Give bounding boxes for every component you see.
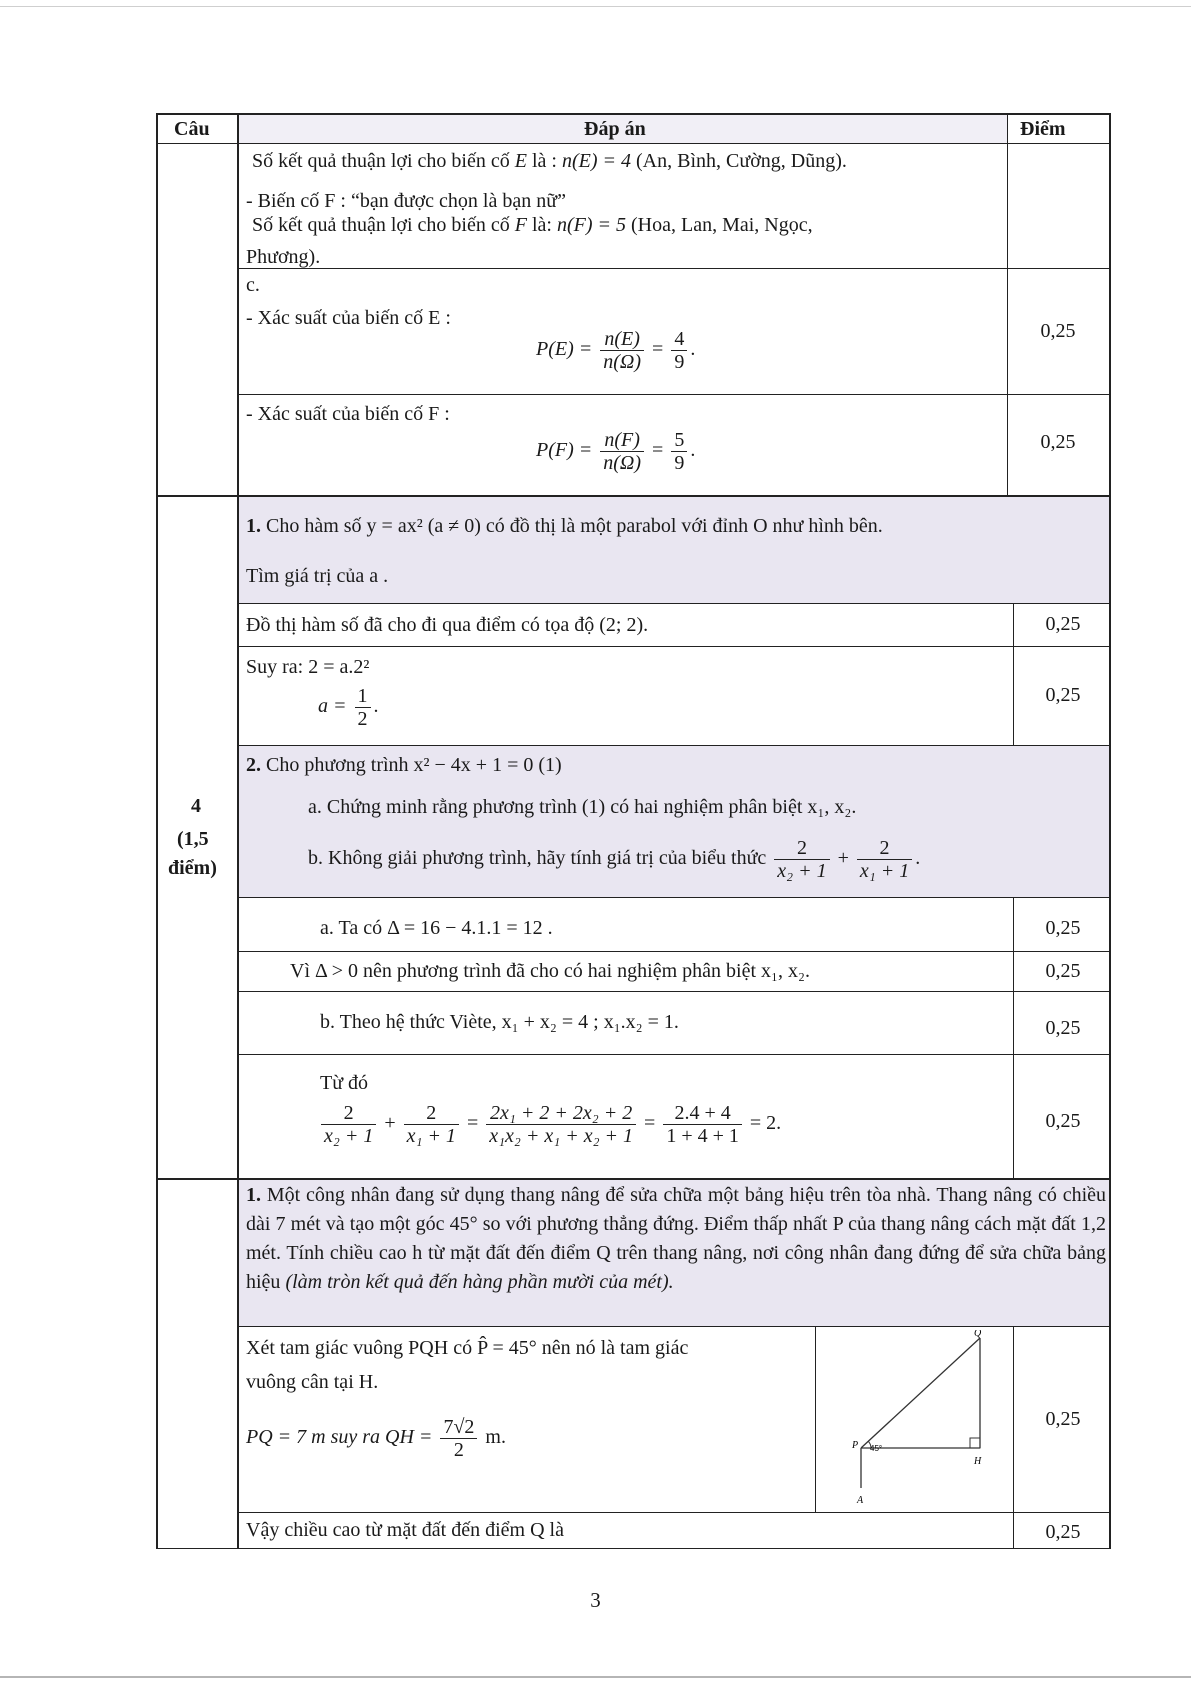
q4-a1: Đồ thị hàm số đã cho đi qua điểm có tọa độ (2; 2).: [246, 614, 649, 636]
q4-b2-score: 0,25: [1045, 960, 1081, 982]
ladder-triangle-figure: [830, 1330, 1010, 1510]
q4-part2-question: 2. Cho phương trình x² − 4x + 1 = 0 (1): [246, 754, 562, 776]
page-number: 3: [590, 1588, 601, 1612]
q4-label-pts: (1,5: [177, 828, 209, 850]
q3-probE-label: - Xác suất của biến cố E :: [246, 307, 451, 329]
q4-b1: a. Ta có Δ = 16 − 4.1.1 = 12 .: [320, 917, 553, 939]
q4-b4-formula: $\frac{2}{\text{x₂ + 1}}$ + $\frac{2}{\text{x₁ + 1}}$ = $\frac{\text{2x₁ + 2 + 2x₂ + 2}}{\text{x₁x₂ + x₁ + x₂ + 1}}$ = $\frac{2.4 + 4}{1 + 4 + 1}$ = 2.: [318, 1102, 781, 1147]
q5-s1-line1: Xét tam giác vuông PQH có P̂ = 45° nên nó là tam giác: [246, 1337, 689, 1359]
header-col-dap-an: Đáp án: [584, 118, 646, 140]
top-scan-rule: [0, 6, 1191, 7]
q4-b3-score: 0,25: [1045, 1017, 1081, 1039]
q4-a2-line1: Suy ra: 2 = a.2²: [246, 656, 370, 678]
q4-a1-score: 0,25: [1045, 613, 1081, 635]
q4-label-diem: điểm): [168, 857, 217, 879]
q3-line2: - Biến cố F : “bạn được chọn là bạn nữ”: [246, 190, 566, 212]
fig-label-Q: Q: [974, 1330, 982, 1339]
fig-label-P: P: [852, 1440, 859, 1451]
q4-a2-formula: a = $\frac{1}{2}$ .: [318, 685, 379, 730]
bottom-scan-rule: [0, 1676, 1191, 1678]
q3-c-label: c.: [246, 274, 260, 296]
q3-line4: Phương).: [246, 246, 321, 268]
q3-probF-label: - Xác suất của biến cố F :: [246, 403, 450, 425]
q5-s2: Vậy chiều cao từ mặt đất đến điểm Q là: [246, 1519, 564, 1541]
q5-s1-line2: vuông cân tại H.: [246, 1371, 379, 1393]
fig-label-H: H: [974, 1456, 982, 1467]
q3-score-F: 0,25: [1040, 431, 1076, 453]
q4-b3: b. Theo hệ thức Viète, x₁ + x₂ = 4 ; x₁.x₂ = 1.: [320, 1011, 679, 1033]
q4-part1-question: 1. Cho hàm số y = ax² (a ≠ 0) có đồ thị là một parabol với đỉnh O như hình bên.: [246, 515, 883, 537]
q5-s2-score: 0,25: [1045, 1521, 1081, 1543]
q5-s1-line3: PQ = 7 m suy ra QH = $\frac{7√2}{2}$ m.: [246, 1416, 506, 1461]
q5-s1-score: 0,25: [1045, 1408, 1081, 1430]
q3-score-E: 0,25: [1040, 320, 1076, 342]
q4-b4-intro: Từ đó: [320, 1072, 369, 1094]
q4-part2-b: b. Không giải phương trình, hãy tính giá trị của biểu thức $\frac{2}{\text{x₂ + 1}}$ + $\frac{2}{\text{x₁ + 1}}$ .: [308, 837, 921, 882]
q3-probE-formula: P(E) = $\frac{n(E)}{n(\Omega)}$ = $\frac{4}{9}$ .: [536, 328, 696, 373]
q5-question: 1. Một công nhân đang sử dụng thang nâng để sửa chữa một bảng hiệu trên tòa nhà. Thang nâng có chiều dài 7 mét và tạo một góc 45° so với phương thẳng đứng. Điểm thấp nhất P của thang nâng cách mặt đất 1,2 mét. Tính chiều cao h từ mặt đất đến điểm Q trên thang nâng, nơi công nhân đang đứng để sửa chữa bảng hiệu (làm tròn kết quả đến hàng phần mười của mét).: [246, 1184, 1106, 1293]
fig-label-A: A: [857, 1495, 864, 1506]
q3-line3: Số kết quả thuận lợi cho biến cố F là: n(F) = 5 (Hoa, Lan, Mai, Ngọc,: [252, 214, 813, 236]
q4-b1-score: 0,25: [1045, 917, 1081, 939]
q4-b2: Vì Δ > 0 nên phương trình đã cho có hai nghiệm phân biệt x₁, x₂.: [290, 960, 810, 982]
q4-a2-score: 0,25: [1045, 684, 1081, 706]
q4-part1-question-2: Tìm giá trị của a .: [246, 565, 389, 587]
q3-line1: Số kết quả thuận lợi cho biến cố E là : n(E) = 4 (An, Bình, Cường, Dũng).: [252, 150, 847, 172]
q4-b4-score: 0,25: [1045, 1110, 1081, 1132]
q3-probF-formula: P(F) = $\frac{n(F)}{n(\Omega)}$ = $\frac{5}{9}$ .: [536, 429, 696, 474]
q4-label-num: 4: [191, 795, 201, 817]
header-col-diem: Điểm: [1020, 118, 1066, 140]
q4-part2-a: a. Chứng minh rằng phương trình (1) có hai nghiệm phân biệt x₁, x₂.: [308, 796, 857, 818]
fig-label-angle: 45°: [870, 1444, 883, 1453]
header-col-cau: Câu: [174, 118, 210, 140]
